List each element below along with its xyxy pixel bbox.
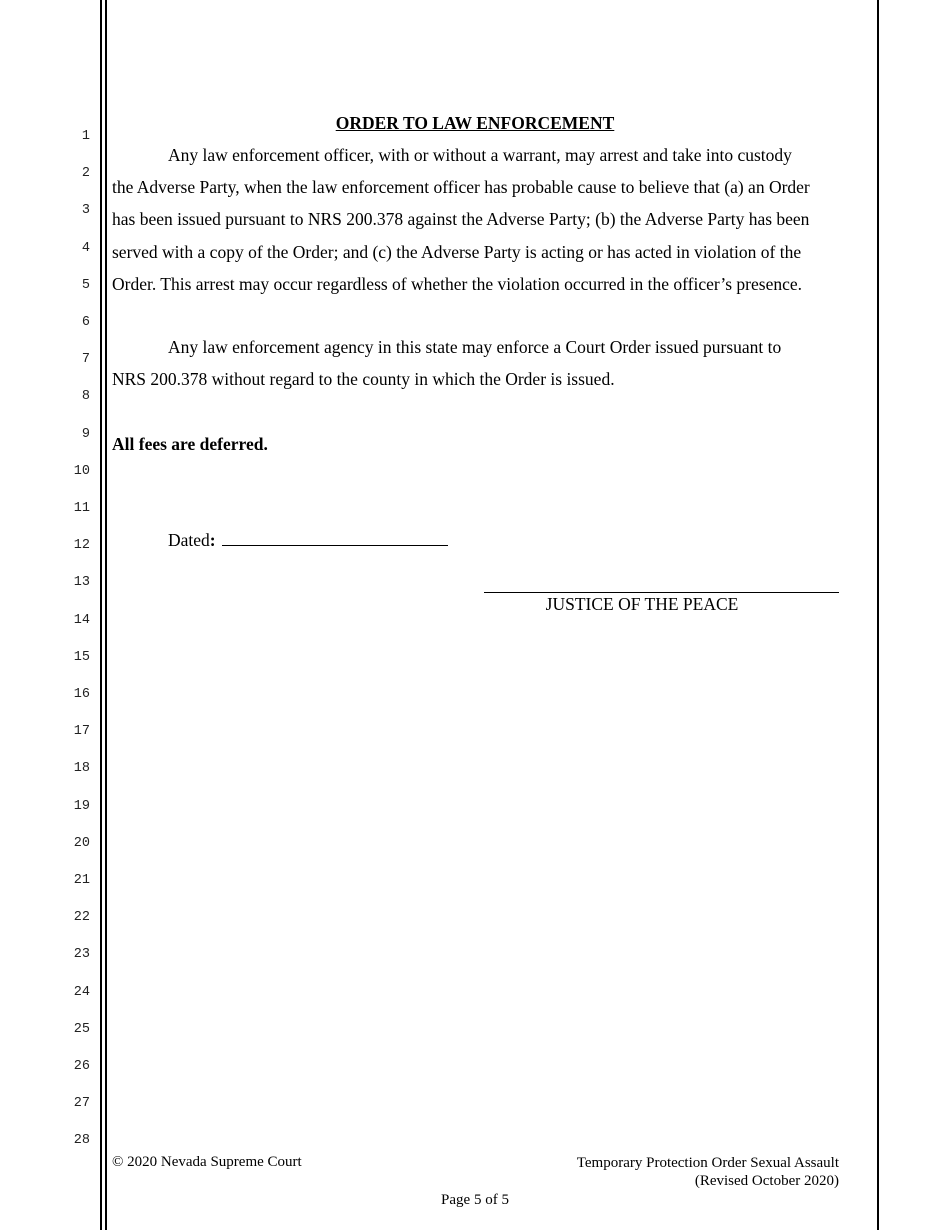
line-number: 17 — [73, 724, 90, 740]
line-number: 16 — [73, 687, 90, 702]
dated-blank-line[interactable] — [222, 529, 448, 546]
line-number: 22 — [73, 910, 90, 926]
line-number: 26 — [73, 1059, 90, 1074]
line-number: 21 — [73, 873, 90, 888]
signature-label: JUSTICE OF THE PEACE — [545, 594, 739, 614]
line-number: 8 — [81, 389, 90, 405]
line-number: 2 — [81, 166, 90, 182]
footer-copyright: © 2020 Nevada Supreme Court — [112, 1154, 302, 1170]
line-number: 25 — [73, 1021, 90, 1037]
footer-revision: (Revised October 2020) — [694, 1173, 839, 1189]
left-margin-rule-inner — [105, 0, 107, 1230]
right-margin-rule — [877, 0, 879, 1230]
line-number: 5 — [81, 277, 90, 293]
line-number: 20 — [73, 835, 90, 851]
enforcement-agency-paragraph: Any law enforcement agency in this state may enforce a Court Order issued pursuant to NRS 200.378 without regard to the county in which the Order is issued. — [112, 337, 782, 390]
line-number: 3 — [81, 203, 90, 219]
line-number: 13 — [73, 575, 90, 591]
line-number: 4 — [81, 240, 90, 256]
line-number: 24 — [73, 984, 90, 1000]
line-number: 18 — [73, 761, 90, 777]
line-number: 19 — [73, 798, 90, 814]
line-number: 23 — [73, 947, 90, 963]
line-number: 6 — [81, 315, 90, 330]
footer-page-number: Page 5 of 5 — [441, 1192, 509, 1208]
line-number: 7 — [81, 352, 90, 368]
line-number: 9 — [81, 426, 90, 442]
dated-label: Dated — [168, 530, 210, 550]
footer-form-title: Temporary Protection Order Sexual Assault — [576, 1155, 839, 1171]
line-number: 1 — [81, 129, 90, 144]
line-number: 12 — [73, 538, 90, 554]
line-number: 15 — [73, 649, 90, 665]
line-number: 27 — [73, 1096, 90, 1112]
arrest-authority-paragraph: Any law enforcement officer, with or without a warrant, may arrest and take into custody the Adverse Party, when the law enforcement officer has probable cause to believe that (a) an Order has been issued pursuant to NRS 200.378 against the Adverse Party; (b) the Adverse Party has been served with a copy of the Order; and (c) the Adverse Party is acting or has acted in violation of the Order. This arrest may occur regardless of whether the violation occurred in the officer’s presence. — [112, 145, 810, 294]
line-number: 28 — [73, 1133, 90, 1149]
dated-colon: : — [209, 530, 216, 550]
footer-form-info — [577, 1154, 839, 1190]
fees-statement: All fees are deferred. — [112, 434, 268, 454]
dated-field — [168, 529, 448, 551]
line-number: 14 — [73, 612, 90, 628]
left-margin-rule — [100, 0, 102, 1230]
line-number: 11 — [73, 501, 90, 516]
section-title: ORDER TO LAW ENFORCEMENT — [335, 113, 615, 133]
line-number: 10 — [73, 463, 90, 479]
